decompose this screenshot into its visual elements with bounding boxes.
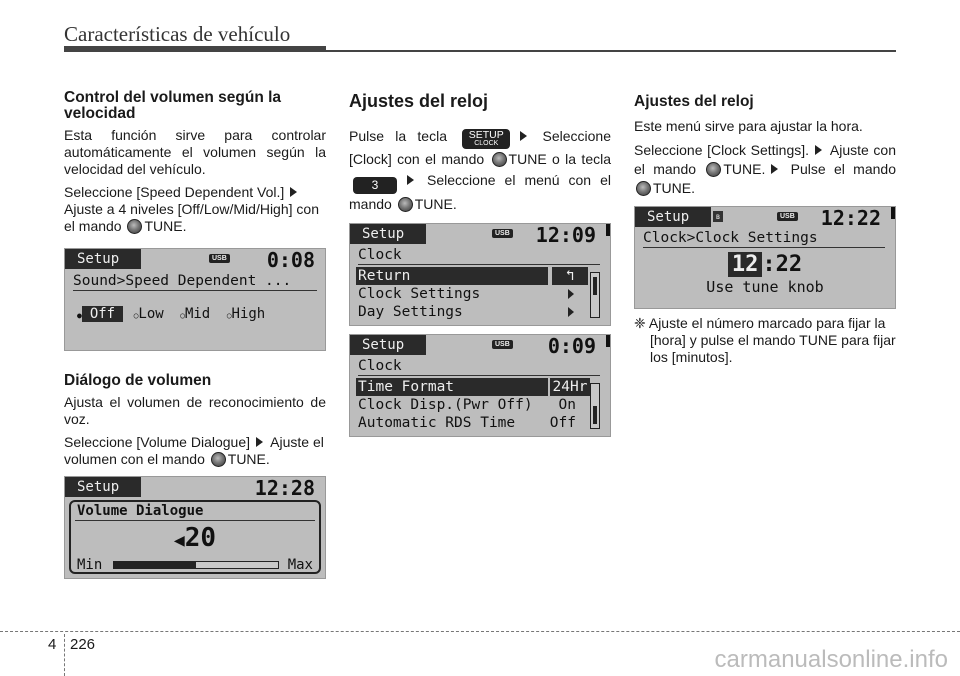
bluetooth-icon: ʙ xyxy=(713,211,723,222)
screen-divider xyxy=(73,290,317,291)
tune-knob-icon xyxy=(127,219,142,234)
setting-time-format[interactable] xyxy=(350,378,610,396)
speed-volume-adjust-text: Ajuste a 4 niveles [Off/Low/Mid/High] con el mando xyxy=(64,201,319,234)
chevron-right-icon xyxy=(568,307,574,317)
select-clock-settings-text: Seleccione [Clock Settings]. xyxy=(634,142,810,158)
screen-tab-setup: Setup xyxy=(350,335,426,355)
setting-clock-display[interactable] xyxy=(350,396,610,414)
screen-status-bar xyxy=(65,249,325,271)
radio-icon: ○ xyxy=(226,311,232,320)
tune-text: TUNE. xyxy=(414,196,457,212)
tune-text: TUNE. xyxy=(653,180,695,196)
arrow-right-icon xyxy=(771,164,778,174)
screen-tab-setup: Setup xyxy=(350,224,426,244)
screen-title: Volume Dialogue xyxy=(77,503,204,519)
arrow-right-icon xyxy=(256,437,263,447)
select-menu-text: Seleccione el menú con el mando xyxy=(349,172,612,212)
speed-volume-desc: Esta función sirve para controlar automáticamente el volumen según la velocidad del vehículo. xyxy=(64,127,326,177)
scrollbar-thumb[interactable] xyxy=(593,406,597,424)
clock-settings-heading: Ajustes del reloj xyxy=(349,91,489,111)
tune-hint: Use tune knob xyxy=(706,278,824,296)
column-1 xyxy=(64,90,326,579)
adjust-with-knob-text: Ajuste con el mando xyxy=(634,142,896,177)
volume-slider-row xyxy=(71,556,319,574)
hour-field[interactable]: 12 xyxy=(728,252,763,277)
footer-page-divider xyxy=(64,634,65,676)
column-2 xyxy=(349,90,611,437)
tune-knob-icon xyxy=(636,181,651,196)
screen-title: Clock xyxy=(358,247,402,263)
screen-divider xyxy=(643,247,885,248)
setup-key-label: SETUP xyxy=(468,129,504,141)
tune-knob-icon xyxy=(492,152,507,167)
setting-rds-time[interactable] xyxy=(350,414,610,432)
key-3-icon: 3 xyxy=(353,177,397,194)
menu-scrollbar[interactable] xyxy=(590,272,600,318)
speed-volume-instructions xyxy=(64,184,326,235)
menu-scrollbar[interactable] xyxy=(590,383,600,429)
arrow-right-icon xyxy=(407,175,414,185)
speed-volume-screen xyxy=(64,248,326,351)
menu-item-label: Day Settings xyxy=(358,304,463,320)
volume-max-label: Max xyxy=(287,557,313,573)
screen-clock: 0:08 xyxy=(266,248,315,272)
screen-tab-setup: Setup xyxy=(65,477,141,497)
footer-watermark: carmanualsonline.info xyxy=(714,646,948,673)
footer-page-number: 226 xyxy=(70,636,96,653)
screen-clock: 12:22 xyxy=(820,206,881,230)
option-high[interactable]: High xyxy=(231,306,266,322)
radio-icon: ○ xyxy=(180,311,185,320)
press-key-text: Pulse la tecla xyxy=(349,128,447,144)
menu-item-label: Clock Settings xyxy=(358,286,481,302)
screen-tab-setup: Setup xyxy=(635,207,711,227)
menu-item-return[interactable] xyxy=(350,267,610,285)
menu-item-clock-settings[interactable] xyxy=(350,285,610,303)
radio-selected-icon: ● xyxy=(77,311,82,320)
header-rule-thin xyxy=(326,50,896,52)
clock-adjust-instructions xyxy=(634,141,896,198)
volume-dialogue-panel xyxy=(69,500,321,574)
screen-clock: 12:09 xyxy=(535,223,596,247)
screen-clock: 0:09 xyxy=(547,334,596,358)
menu-item-day-settings[interactable] xyxy=(350,303,610,321)
volume-dialogue-instructions xyxy=(64,434,326,468)
screen-title: Clock>Clock Settings xyxy=(643,230,818,246)
clock-key-label: CLOCK xyxy=(474,140,499,147)
clock-menu-screen xyxy=(349,223,611,326)
volume-dialogue-adjust-text: Ajuste el volumen con el mando xyxy=(64,434,324,467)
speed-volume-tune-text: TUNE. xyxy=(144,218,187,234)
time-entry xyxy=(635,252,895,278)
volume-dialogue-screen xyxy=(64,476,326,579)
arrow-right-icon xyxy=(520,131,527,141)
note-mark-icon: ❈ xyxy=(634,315,646,331)
usb-icon: USB xyxy=(492,229,513,238)
chevron-right-icon xyxy=(568,289,574,299)
minute-field[interactable]: :22 xyxy=(762,252,803,277)
option-off[interactable]: Off xyxy=(82,306,123,322)
speaker-icon: ◀ xyxy=(173,530,185,551)
setting-value: Off xyxy=(549,415,576,431)
usb-icon: USB xyxy=(492,340,513,349)
option-mid[interactable]: Mid xyxy=(184,306,211,322)
volume-dialogue-tune-text: TUNE. xyxy=(227,451,270,467)
setting-label: Automatic RDS Time xyxy=(358,415,516,431)
radio-icon: ○ xyxy=(133,311,139,320)
setup-clock-key-icon xyxy=(462,129,510,149)
note-text: Ajuste el número marcado para fijar la [hora] y pulse el mando TUNE para fijar los [minutos]. xyxy=(648,315,896,365)
arrow-right-icon xyxy=(815,145,822,155)
setting-value: On xyxy=(558,397,576,413)
clock-adjust-desc: Este menú sirve para ajustar la hora. xyxy=(634,118,863,134)
screen-status-bar xyxy=(635,207,895,229)
clock-settings-instructions xyxy=(349,126,611,215)
footer-rule xyxy=(0,631,960,632)
time-format-screen xyxy=(349,334,611,437)
tune-knob-icon xyxy=(398,197,413,212)
usb-icon: USB xyxy=(209,254,230,263)
option-low[interactable]: Low xyxy=(138,306,164,322)
scrollbar-thumb[interactable] xyxy=(593,277,597,295)
tune-text: TUNE. xyxy=(723,161,766,177)
screen-divider xyxy=(358,264,600,265)
screen-status-bar xyxy=(65,477,325,499)
screen-status-bar xyxy=(350,335,610,357)
setting-time-format-value: 24Hr xyxy=(550,378,590,396)
press-knob-text: Pulse el mando xyxy=(790,161,896,177)
tune-or-key-text: TUNE o la tecla xyxy=(508,151,612,167)
speed-volume-heading: Control del volumen según la velocidad xyxy=(64,89,282,122)
screen-status-bar xyxy=(350,224,610,246)
arrow-right-icon xyxy=(290,187,297,197)
clock-adjust-heading: Ajustes del reloj xyxy=(634,93,754,110)
tune-knob-icon xyxy=(706,162,721,177)
screen-clock: 12:28 xyxy=(254,476,315,500)
volume-dialogue-heading: Diálogo de volumen xyxy=(64,372,212,389)
speed-volume-select-text: Seleccione [Speed Dependent Vol.] xyxy=(64,184,285,200)
screen-tab-setup: Setup xyxy=(65,249,141,269)
volume-value: 20 xyxy=(184,523,217,553)
select-clock-text: Seleccione [Clock] con el mando xyxy=(349,128,611,167)
volume-readout xyxy=(71,523,319,556)
usb-icon: USB xyxy=(777,212,798,221)
volume-dialogue-select-text: Seleccione [Volume Dialogue] xyxy=(64,434,251,450)
setting-label: Clock Disp.(Pwr Off) xyxy=(358,397,533,413)
screen-divider xyxy=(75,520,315,521)
volume-slider[interactable] xyxy=(113,561,279,569)
volume-min-label: Min xyxy=(77,557,103,573)
menu-item-return-highlight: Return xyxy=(356,267,548,285)
clock-adjust-note xyxy=(634,315,896,366)
setting-time-format-highlight: Time Format xyxy=(356,378,548,396)
page-header-title: Características de vehículo xyxy=(64,22,291,46)
speed-volume-options xyxy=(65,305,325,325)
tune-knob-icon xyxy=(211,452,226,467)
volume-slider-fill xyxy=(114,562,196,568)
return-icon: ↰ xyxy=(552,267,588,285)
volume-dialogue-desc: Ajusta el volumen de reconocimiento de voz. xyxy=(64,394,326,427)
header-rule-thick xyxy=(64,46,326,52)
column-3 xyxy=(634,90,896,366)
footer-chapter: 4 xyxy=(48,636,57,653)
screen-title: Sound>Speed Dependent ... xyxy=(73,273,292,289)
screen-divider xyxy=(358,375,600,376)
screen-title: Clock xyxy=(358,358,402,374)
clock-settings-screen xyxy=(634,206,896,309)
